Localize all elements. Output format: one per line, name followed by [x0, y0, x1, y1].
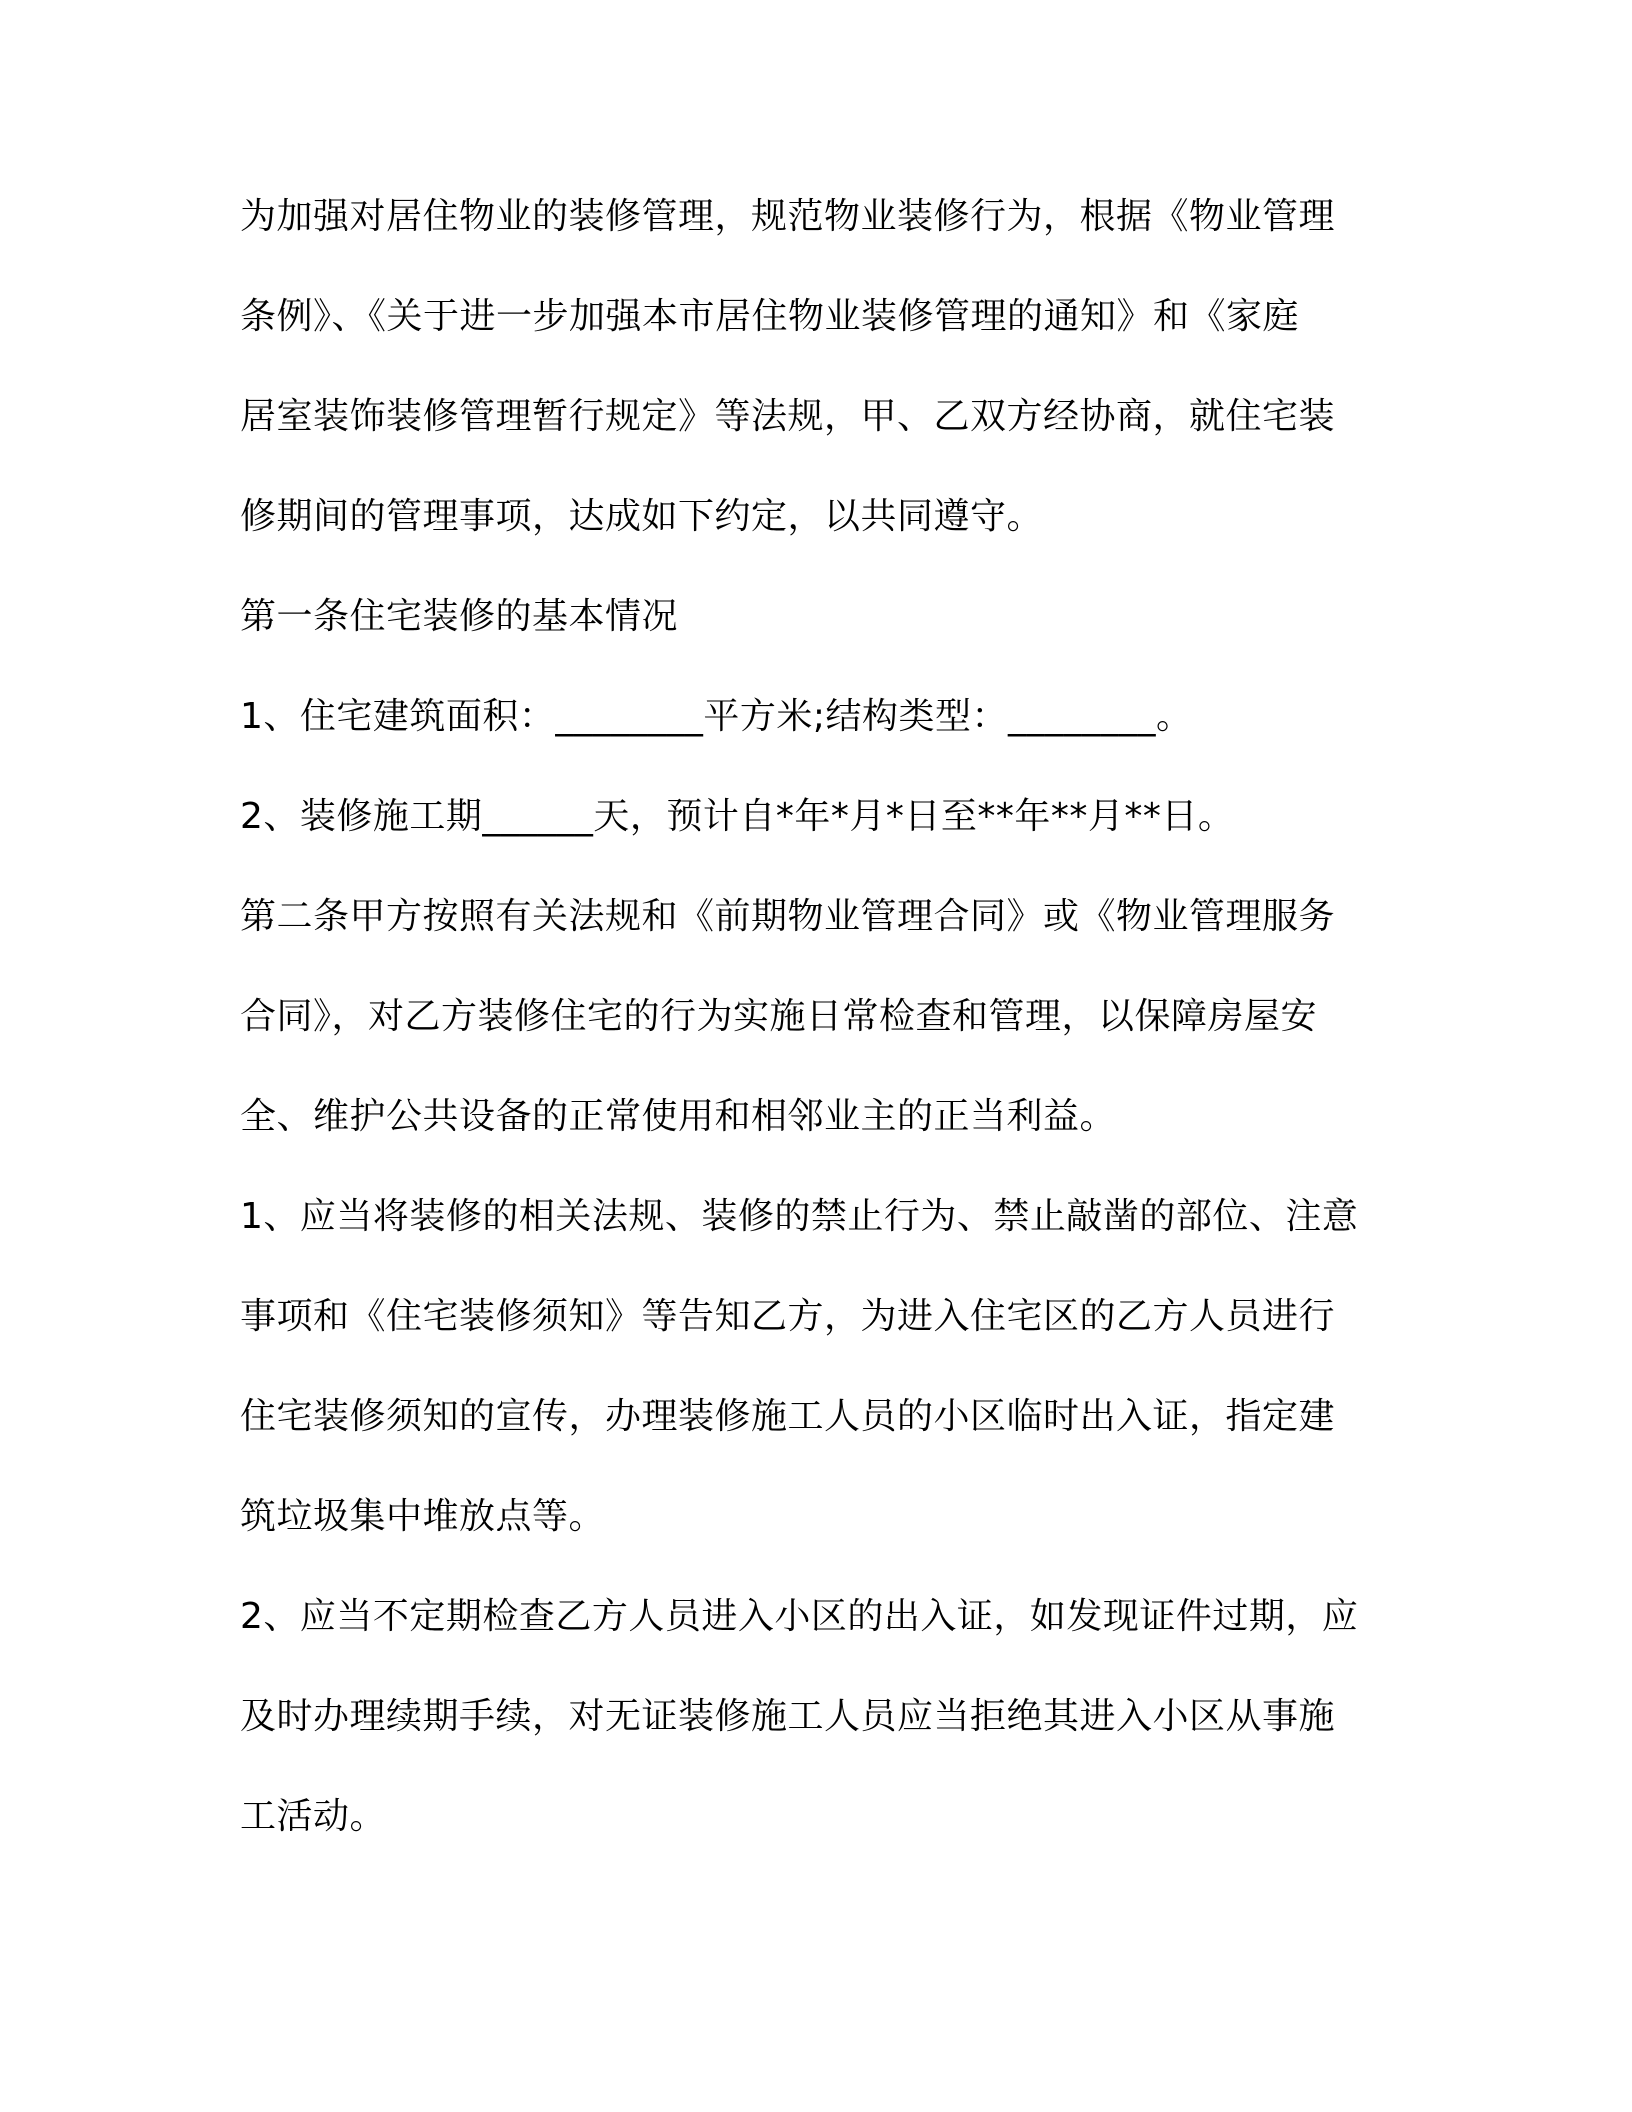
list-item: 2、装修施工期______天，预计自*年*月*日至**年**月**日。	[240, 796, 1235, 837]
paragraph-line: 事项和《住宅装修须知》等告知乙方，为进入住宅区的乙方人员进行	[240, 1296, 1336, 1337]
paragraph-line: 工活动。	[240, 1796, 387, 1837]
paragraph-line: 住宅装修须知的宣传，办理装修施工人员的小区临时出入证，指定建	[240, 1396, 1336, 1437]
paragraph-line: 为加强对居住物业的装修管理，规范物业装修行为，根据《物业管理	[240, 196, 1336, 237]
paragraph-line: 条例》、《关于进一步加强本市居住物业装修管理的通知》和《家庭	[240, 296, 1300, 337]
paragraph-line: 居室装饰装修管理暂行规定》等法规，甲、乙双方经协商，就住宅装	[240, 396, 1336, 437]
list-item: 1、住宅建筑面积：________平方米;结构类型：________。	[240, 696, 1193, 737]
paragraph-line: 合同》，对乙方装修住宅的行为实施日常检查和管理，以保障房屋安	[240, 996, 1318, 1037]
paragraph-line: 筑垃圾集中堆放点等。	[240, 1496, 606, 1537]
paragraph-line: 全、维护公共设备的正常使用和相邻业主的正当利益。	[240, 1096, 1117, 1137]
section-heading: 第二条甲方按照有关法规和《前期物业管理合同》或《物业管理服务	[240, 896, 1336, 937]
paragraph-line: 及时办理续期手续，对无证装修施工人员应当拒绝其进入小区从事施	[240, 1696, 1336, 1737]
section-heading: 第一条住宅装修的基本情况	[240, 596, 679, 637]
paragraph-line: 修期间的管理事项，达成如下约定，以共同遵守。	[240, 496, 1044, 537]
list-item: 1、应当将装修的相关法规、装修的禁止行为、禁止敲凿的部位、注意	[240, 1196, 1359, 1237]
list-item: 2、应当不定期检查乙方人员进入小区的出入证，如发现证件过期，应	[240, 1596, 1359, 1637]
